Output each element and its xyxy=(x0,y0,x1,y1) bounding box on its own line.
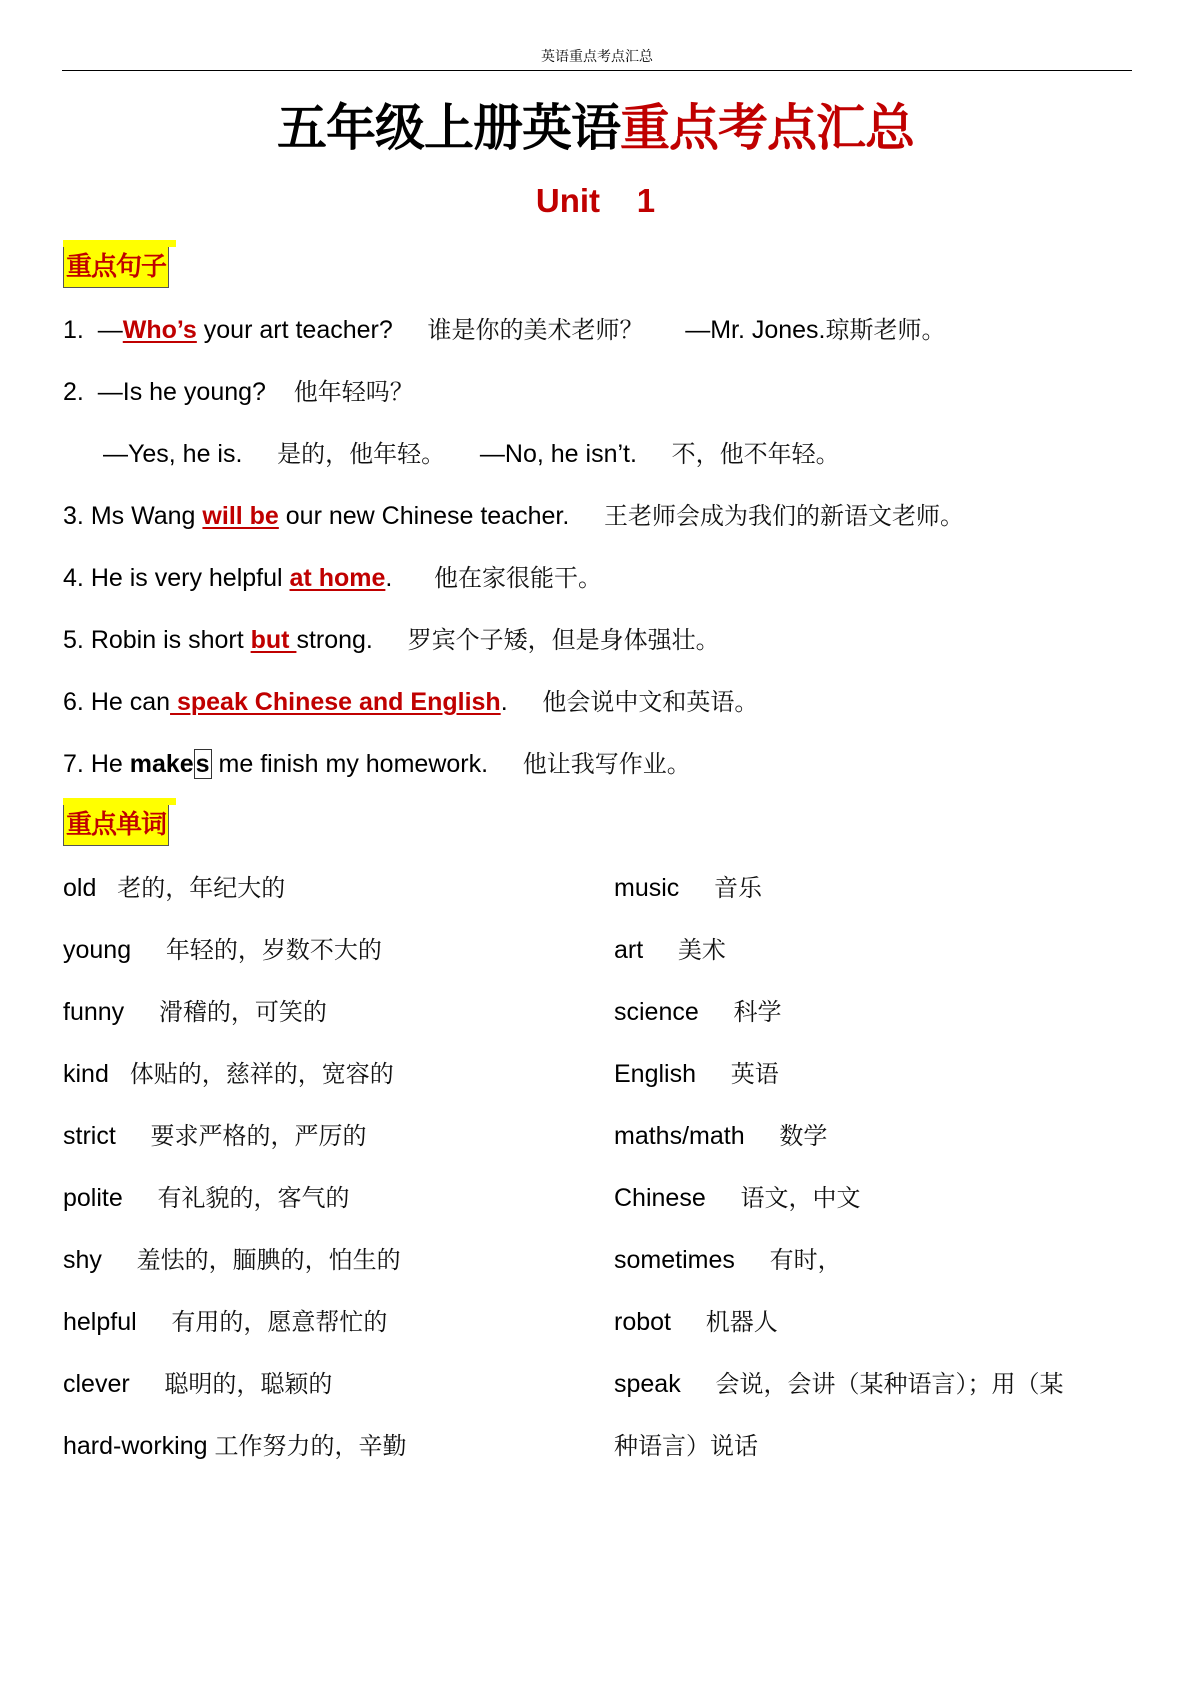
vocab-meaning: 数学 xyxy=(779,1122,828,1150)
sentence-number: 7. xyxy=(63,750,84,778)
sentence-translation: 他年轻吗？ xyxy=(293,378,414,406)
vocab-item xyxy=(614,1367,1063,1401)
header-divider xyxy=(62,70,1132,71)
vocab-word: maths/math xyxy=(614,1122,745,1150)
sentence-text: He can xyxy=(90,688,171,716)
sentence-7 xyxy=(63,747,691,781)
vocab-meaning: 音乐 xyxy=(714,874,763,902)
vocab-word: English xyxy=(614,1060,696,1088)
vocab-item xyxy=(63,1429,406,1463)
highlight-phrase: will be xyxy=(202,502,279,530)
vocab-word: helpful xyxy=(63,1308,137,1336)
section-badge-sentences: 重点句子 xyxy=(63,246,169,288)
vocab-meaning: 有用的，愿意帮忙的 xyxy=(171,1308,388,1336)
highlight-phrase: but xyxy=(250,626,297,654)
highlight-phrase: speak Chinese and English xyxy=(170,688,501,716)
sentence-text: Robin is short xyxy=(90,626,251,654)
vocab-item xyxy=(63,1243,401,1277)
vocab-item xyxy=(63,933,382,967)
vocab-item xyxy=(614,1057,779,1091)
vocab-word: funny xyxy=(63,998,125,1026)
dash: — xyxy=(97,316,123,344)
vocab-meaning: 语文，中文 xyxy=(740,1184,861,1212)
vocab-word: robot xyxy=(614,1308,671,1336)
title-black-part: 五年级上册英语 xyxy=(277,99,620,157)
vocab-meaning: 会说，会讲（某种语言）；用（某 xyxy=(715,1370,1064,1398)
vocab-item xyxy=(614,1119,827,1153)
sentence-text: me finish my homework. xyxy=(211,750,489,778)
sentence-2-answers xyxy=(103,437,840,471)
vocab-item xyxy=(63,871,285,905)
vocab-word: art xyxy=(614,936,644,964)
sentence-5 xyxy=(63,623,720,657)
vocab-item xyxy=(614,871,762,905)
sentence-translation: 王老师会成为我们的新语文老师。 xyxy=(604,502,965,530)
vocab-item xyxy=(614,933,726,967)
reply-text: —Mr. Jones. xyxy=(685,316,826,344)
sentence-translation: 谁是你的美术老师？ xyxy=(427,316,644,344)
reply-translation: 琼斯老师。 xyxy=(825,316,946,344)
vocab-meaning: 工作努力的，辛勤 xyxy=(214,1432,407,1460)
sentence-text: strong. xyxy=(296,626,373,654)
vocab-meaning: 年轻的，岁数不大的 xyxy=(165,936,382,964)
section-badge-words: 重点单词 xyxy=(63,804,169,846)
vocab-meaning: 有时， xyxy=(769,1246,842,1274)
sentence-2 xyxy=(63,375,414,409)
vocab-word: science xyxy=(614,998,699,1026)
yes-translation: 是的，他年轻。 xyxy=(277,440,446,468)
sentence-number: 2. xyxy=(63,378,84,406)
sentence-number: 4. xyxy=(63,564,84,592)
vocab-word: clever xyxy=(63,1370,130,1398)
vocab-word: strict xyxy=(63,1122,116,1150)
vocab-word: speak xyxy=(614,1370,681,1398)
vocab-meaning: 美术 xyxy=(677,936,726,964)
no-translation: 不，他不年轻。 xyxy=(671,440,840,468)
vocab-meaning: 有礼貌的，客气的 xyxy=(157,1184,350,1212)
vocab-item xyxy=(614,1305,778,1339)
highlight-phrase: Who’s xyxy=(122,316,197,344)
sentence-number: 3. xyxy=(63,502,84,530)
vocab-meaning: 羞怯的，腼腆的，怕生的 xyxy=(136,1246,401,1274)
sentence-translation: 他在家很能干。 xyxy=(434,564,603,592)
boxed-suffix: s xyxy=(195,750,210,778)
vocab-item xyxy=(63,1119,367,1153)
vocab-meaning: 聪明的，聪颖的 xyxy=(164,1370,333,1398)
sentence-4 xyxy=(63,561,602,595)
unit-label: Unit xyxy=(535,182,601,219)
sentence-text: . xyxy=(385,564,393,592)
vocab-item xyxy=(614,1181,860,1215)
vocab-word: young xyxy=(63,936,132,964)
vocab-item xyxy=(63,1057,394,1091)
no-answer: —No, he isn’t. xyxy=(479,440,637,468)
vocab-meaning: 科学 xyxy=(733,998,782,1026)
sentence-text: Ms Wang xyxy=(90,502,203,530)
sentence-number: 6. xyxy=(63,688,84,716)
sentence-text: He xyxy=(90,750,130,778)
vocab-word: kind xyxy=(63,1060,109,1088)
vocab-item xyxy=(63,1181,350,1215)
vocab-word: polite xyxy=(63,1184,123,1212)
sentence-text: Is he young? xyxy=(122,378,266,406)
sentence-text: He is very helpful xyxy=(90,564,290,592)
vocab-item-continued xyxy=(614,1429,758,1463)
sentence-6 xyxy=(63,685,758,719)
vocab-word: hard-working xyxy=(63,1432,208,1460)
highlight-phrase: at home xyxy=(289,564,386,592)
vocab-item xyxy=(614,995,782,1029)
vocab-meaning: 体贴的，慈祥的，宽容的 xyxy=(129,1060,394,1088)
sentence-text: our new Chinese teacher. xyxy=(278,502,570,530)
sentence-3 xyxy=(63,499,964,533)
sentence-number: 5. xyxy=(63,626,84,654)
dash: — xyxy=(97,378,123,406)
sentence-text: . xyxy=(500,688,508,716)
vocab-word: shy xyxy=(63,1246,102,1274)
page-title xyxy=(0,96,1191,160)
vocab-meaning: 英语 xyxy=(730,1060,779,1088)
unit-heading xyxy=(0,182,1191,220)
vocab-meaning: 种语言）说话 xyxy=(614,1432,758,1460)
vocab-item xyxy=(63,1367,332,1401)
sentence-translation: 罗宾个子矮，但是身体强壮。 xyxy=(407,626,720,654)
sentence-1 xyxy=(63,313,946,347)
page-header: 英语重点考点汇总 xyxy=(541,49,653,65)
title-red-part: 重点考点汇总 xyxy=(620,99,914,157)
vocab-item xyxy=(63,995,327,1029)
sentence-text: your art teacher? xyxy=(196,316,393,344)
vocab-word: old xyxy=(63,874,97,902)
yes-answer: —Yes, he is. xyxy=(103,440,243,468)
vocab-meaning: 滑稽的，可笑的 xyxy=(158,998,327,1026)
sentence-number: 1. xyxy=(63,316,84,344)
vocab-word: Chinese xyxy=(614,1184,706,1212)
vocab-meaning: 老的，年纪大的 xyxy=(117,874,286,902)
vocab-item xyxy=(63,1305,387,1339)
vocab-meaning: 要求严格的，严厉的 xyxy=(150,1122,367,1150)
vocab-word: sometimes xyxy=(614,1246,735,1274)
sentence-translation: 他会说中文和英语。 xyxy=(542,688,759,716)
vocab-meaning: 机器人 xyxy=(705,1308,778,1336)
sentence-translation: 他让我写作业。 xyxy=(522,750,691,778)
bold-verb: make xyxy=(129,750,194,778)
unit-number: 1 xyxy=(636,182,656,219)
vocab-word: music xyxy=(614,874,680,902)
vocab-item xyxy=(614,1243,842,1277)
